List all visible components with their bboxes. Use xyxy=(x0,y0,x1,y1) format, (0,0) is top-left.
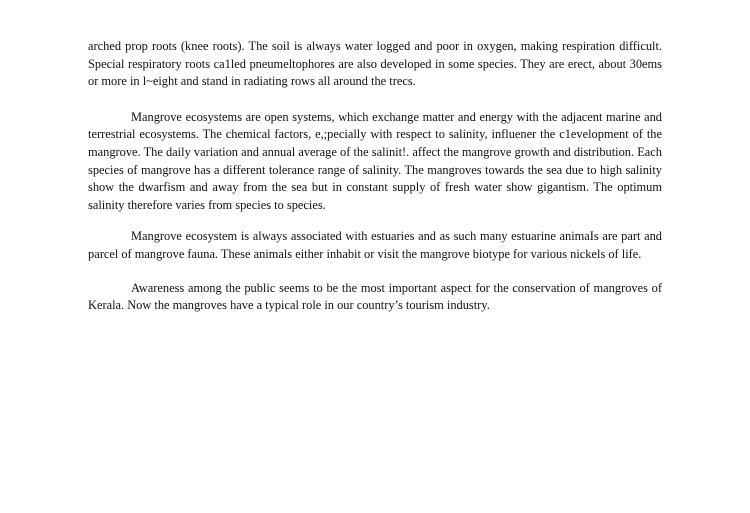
paragraph-spacer xyxy=(88,214,662,228)
paragraph-prop-roots: arched prop roots (knee roots). The soil is always water logged and poor in oxygen, making respiration difficult. Special respiratory roots ca1led pneumeltophores are also developed in some species. They are erect, about 30ems or more in l~eight and stand in radiating rows all around the trecs. xyxy=(88,39,662,89)
document-page xyxy=(88,38,662,315)
paragraph-spacer xyxy=(88,91,662,109)
paragraph-open-systems: Mangrove ecosystems are open systems, which exchange matter and energy with the adjacent marine and terrestrial ecosystems. The chemical factors, e,;pecially with respect to salinity, influener the c1evelopment of the mangrove. The daily variation and annual average of the salinit!. affect the mangrove growth and distribution. Each species of mangrove has a different tolerance range of salinity. The mangroves towards the sea due to high salinity show the dwarfism and away from the sea but in constant supply of fresh water show gigantism. The optimum salinity therefore varies from species to species. xyxy=(88,109,662,212)
paragraph-awareness: Awareness among the public seems to be the most important aspect for the conservation of mangroves of Kerala. Now the mangroves have a typical role in our country’s tourism industry. xyxy=(88,280,662,313)
paragraph-spacer xyxy=(88,264,662,280)
paragraph-estuaries: Mangrove ecosystem is always associated with estuaries and as such many estuarine animaIs are part and parcel of mangrove fauna. These animals either inhabit or visit the mangrove biotype for various nickels of life. xyxy=(88,229,662,261)
